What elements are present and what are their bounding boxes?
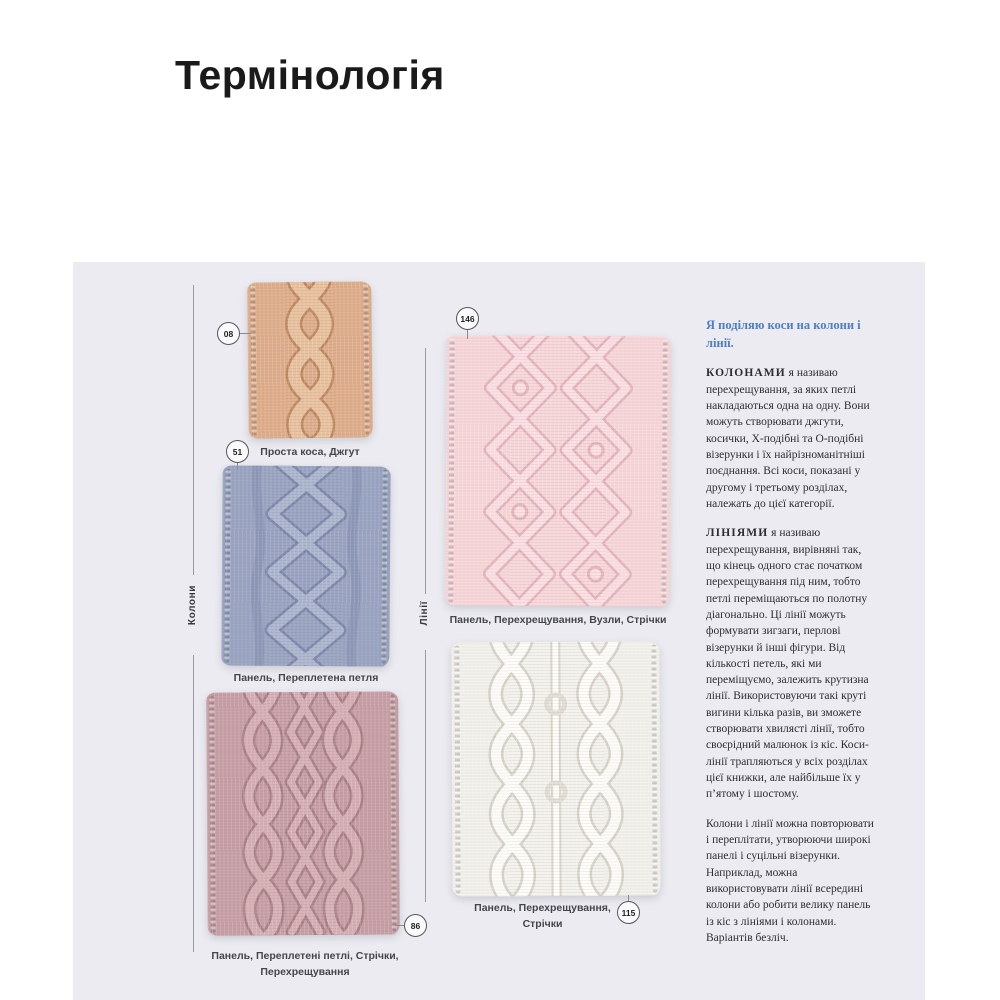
cable-loops-graphic bbox=[451, 641, 660, 896]
paragraph-lead-lines: ЛІНІЯМИ bbox=[706, 527, 769, 540]
cable-lattice-graphic bbox=[221, 465, 390, 666]
connector-badge-08 bbox=[239, 333, 251, 334]
caption-braided-ribbons: Панель, Переплетені петлі, Стрічки, Перехрещування bbox=[211, 950, 399, 979]
article-paragraph-lines bbox=[706, 525, 877, 803]
article-column bbox=[706, 316, 877, 959]
lines-bracket-rule-bottom bbox=[425, 650, 426, 902]
page-title: Термінологія bbox=[175, 52, 445, 98]
badge-51: 51 bbox=[226, 440, 249, 463]
lines-bracket-label: Лінії bbox=[419, 601, 430, 626]
columns-bracket-rule-top bbox=[193, 285, 194, 575]
lines-bracket-rule-top bbox=[425, 348, 426, 594]
swatch-cream-panel bbox=[451, 641, 660, 896]
connector-badge-51 bbox=[237, 462, 238, 469]
cable-braid-lattice-graphic bbox=[206, 691, 400, 935]
article-paragraph-columns bbox=[706, 365, 877, 512]
badge-86: 86 bbox=[404, 914, 427, 937]
paragraph-body-columns: я називаю перехрещування, за яких петлі накладаються одна на одну. Вони можуть створювати джгути, косички, X-подібні та О-подібні візерунки і їх найрізноманітніші поєднання. Всі коси, показані у другому і третьому розділах, належать до цієї категорії. bbox=[706, 367, 870, 510]
caption-cream-panel: Панель, Перехрещування, Стрічки bbox=[474, 902, 611, 931]
caption-simple-cable: Проста коса, Джгут bbox=[260, 446, 360, 458]
paragraph-body-combinations: Колони і лінії можна повторювати і переплітати, утворюючи широкі панелі і суцільні візерунки. Наприклад, можна використовувати лінії всередині колони або робити велику панель із кіс з лініями і колонами. Варіантів безліч. bbox=[706, 817, 874, 945]
swatch-braided-ribbons bbox=[206, 691, 400, 935]
article-paragraph-combinations bbox=[706, 816, 877, 947]
badge-115: 115 bbox=[617, 901, 640, 924]
columns-bracket-rule-bottom bbox=[193, 655, 194, 952]
paragraph-body-lines: я називаю перехрещування, вирівняні так, що кінець одного стає початком перехрещування під ним, тобто петлі переміщаються по полотну діагонально. Ці лінії можуть формувати зигзаги, перлові візерунки й інші фігури. Від кількості петель, які ми переміщуємо, залежить крутизна лінії. Використовуючи такі круті вигини кілька разів, ви зможете створювати хвилясті лінії, тобто своєрідний малюнок із кіс. Коси-лінії трапляються у всіх розділах цієї книжки, але найбільше їх у п’ятому і шостому. bbox=[706, 527, 869, 801]
columns-bracket-label: Колони bbox=[187, 585, 198, 626]
caption-twisted-panel: Панель, Переплетена петля bbox=[233, 672, 379, 684]
badge-146: 146 bbox=[456, 307, 479, 330]
swatch-twisted-panel bbox=[221, 465, 390, 666]
article-heading: Я поділяю коси на колони і лінії. bbox=[706, 318, 861, 351]
cable-braid-graphic bbox=[247, 281, 373, 438]
swatch-knots-panel bbox=[445, 335, 670, 606]
cable-diamond-knots-graphic bbox=[445, 335, 670, 606]
caption-knots-panel: Панель, Перехрещування, Вузли, Стрічки bbox=[449, 614, 667, 626]
swatch-simple-cable bbox=[247, 281, 373, 438]
paragraph-lead-columns: КОЛОНАМИ bbox=[706, 367, 786, 380]
badge-08: 08 bbox=[217, 322, 240, 345]
connector-badge-146 bbox=[467, 329, 468, 339]
